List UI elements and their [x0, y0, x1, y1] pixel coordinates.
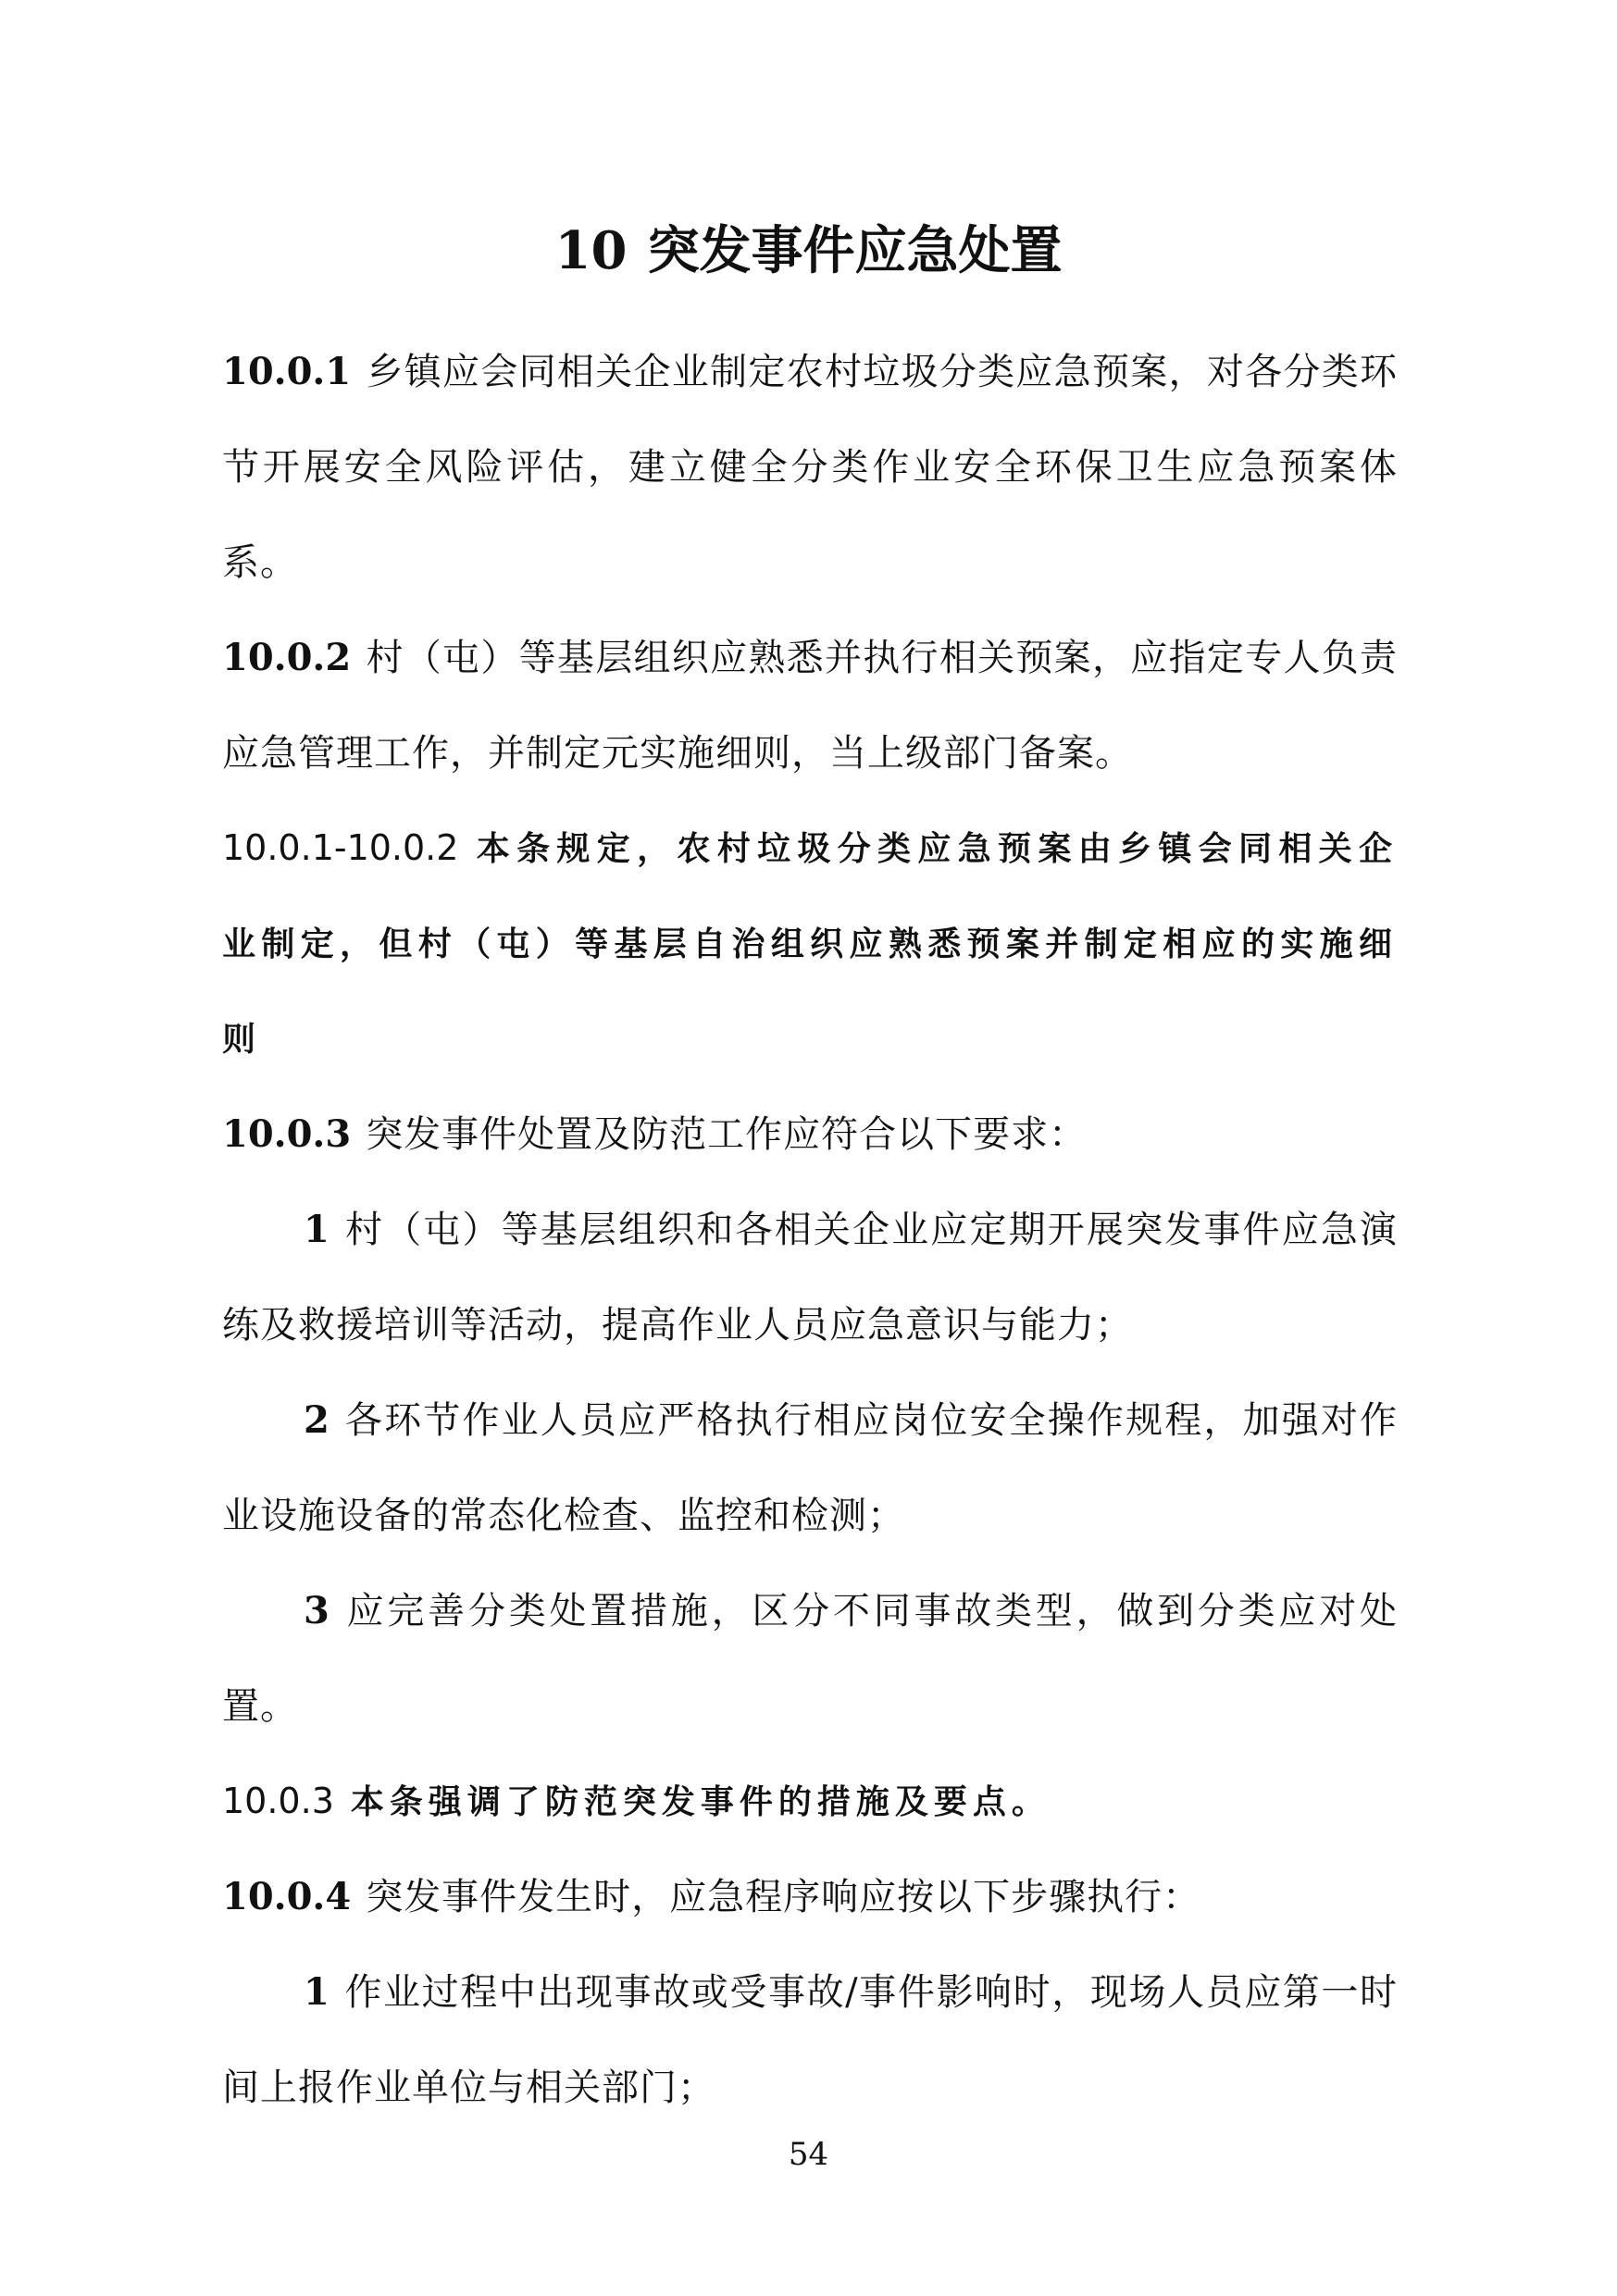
chapter-title: [0, 220, 1617, 282]
clause-10-0-3-item-3: [222, 1563, 1398, 1755]
item-text: 村（屯）等基层组织和各相关企业应定期开展突发事件应急演练及救援培训等活动，提高作业人员应急意识与能力；: [222, 1209, 1398, 1347]
item-number: 2: [304, 1398, 330, 1442]
explanation-number: 10.0.3: [222, 1781, 334, 1821]
item-text: 各环节作业人员应严格执行相应岗位安全操作规程，加强对作业设施设备的常态化检查、监控和检测；: [222, 1399, 1398, 1537]
clause-10-0-1: [222, 324, 1398, 611]
item-number: 3: [304, 1589, 330, 1632]
explanation-text: 本条强调了防范突发事件的措施及要点。: [350, 1783, 1051, 1821]
clause-10-0-3: [222, 1086, 1398, 1183]
clause-number: 10.0.1: [222, 350, 352, 393]
item-number: 1: [304, 1208, 330, 1251]
clause-10-0-4-item-1: [222, 1944, 1398, 2136]
clause-10-0-4: [222, 1849, 1398, 1945]
chapter-number: 10: [554, 220, 628, 281]
clause-10-0-3-item-1: [222, 1182, 1398, 1373]
explanation-10-0-3: [222, 1754, 1398, 1850]
chapter-title-text: 突发事件应急处置: [647, 220, 1063, 281]
item-number: 1: [304, 1970, 330, 2014]
clause-number: 10.0.3: [222, 1112, 352, 1156]
clause-text: 突发事件处置及防范工作应符合以下要求：: [366, 1113, 1088, 1156]
item-text: 作业过程中出现事故或受事故/事件影响时，现场人员应第一时间上报作业单位与相关部门；: [222, 1971, 1398, 2109]
clause-text: 突发事件发生时，应急程序响应按以下步骤执行：: [366, 1876, 1201, 1918]
page-number: 54: [788, 2136, 829, 2173]
item-text: 应完善分类处置措施，区分不同事故类型，做到分类应对处置。: [222, 1590, 1398, 1728]
clause-10-0-3-item-2: [222, 1372, 1398, 1564]
clause-number: 10.0.4: [222, 1875, 352, 1918]
explanation-number: 10.0.1-10.0.2: [222, 827, 459, 868]
explanation-10-0-1-10-0-2: [222, 800, 1398, 1087]
clause-number: 10.0.2: [222, 636, 352, 679]
clause-text: 村（屯）等基层组织应熟悉并执行相关预案，应指定专人负责应急管理工作，并制定元实施细则，当上级部门备案。: [222, 637, 1398, 775]
clause-text: 乡镇应会同相关企业制定农村垃圾分类应急预案，对各分类环节开展安全风险评估，建立健全分类作业安全环保卫生应急预案体系。: [222, 351, 1398, 584]
clause-10-0-2: [222, 610, 1398, 801]
explanation-text: 本条规定，农村垃圾分类应急预案由乡镇会同相关企业制定，但村（屯）等基层自治组织应熟悉预案并制定相应的实施细则: [222, 830, 1398, 1059]
